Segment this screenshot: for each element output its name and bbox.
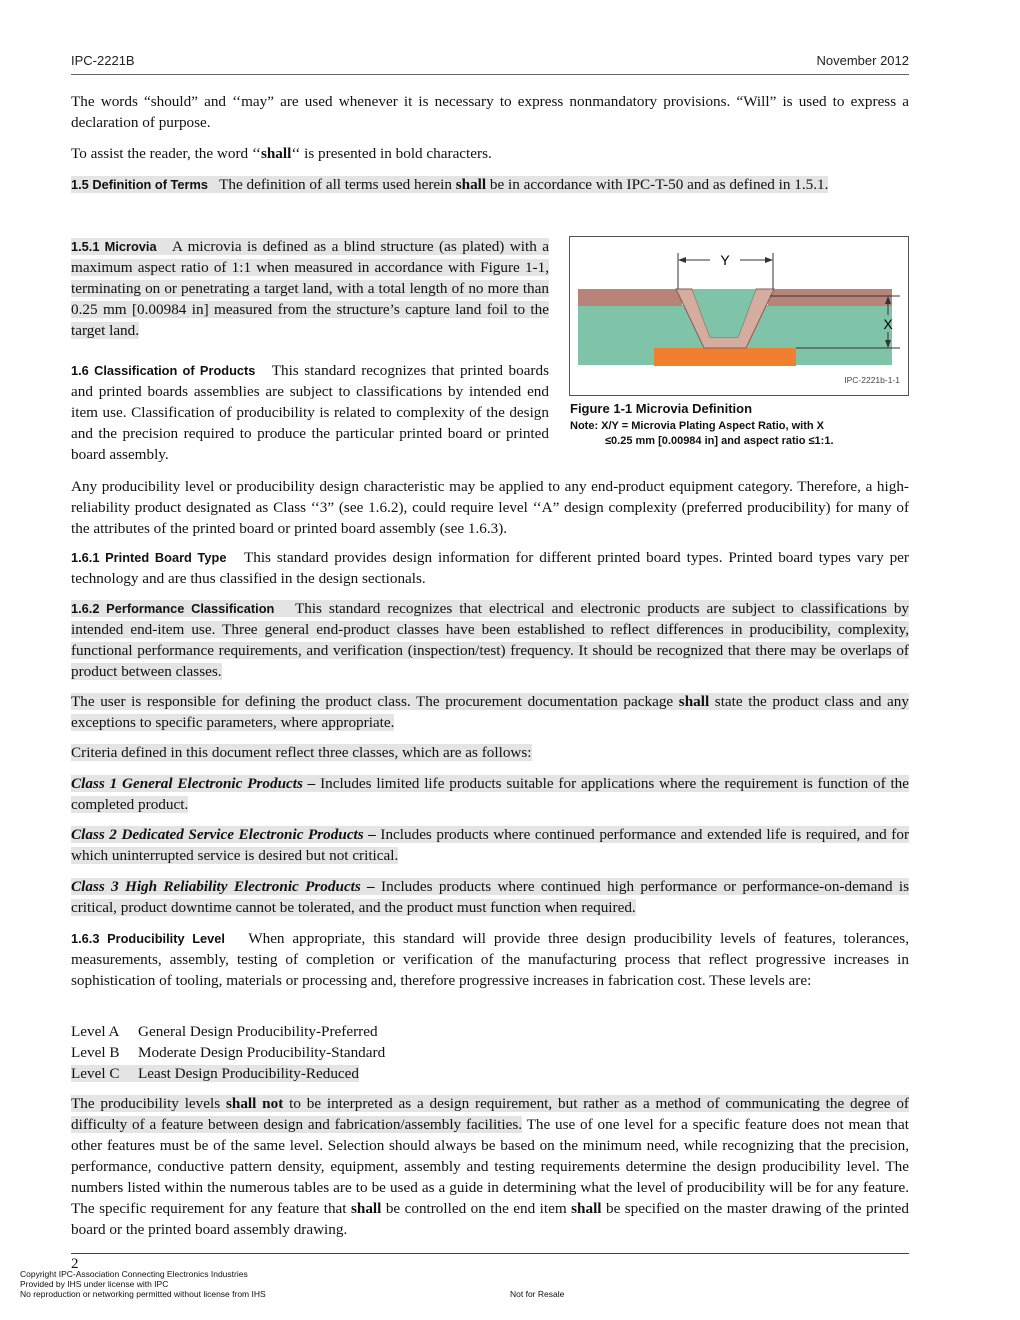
level-item: Level B Moderate Design Producibility-Standard (71, 1044, 386, 1061)
right-capture-land (768, 289, 892, 306)
user-responsibility-paragraph: The user is responsible for defining the product class. The procurement documentation package shall state the product class and any exceptions to specific parameters, where appropriate. (71, 693, 909, 731)
page-number: 2 (71, 1256, 79, 1272)
section-1-5: 1.5 Definition of Terms The definition of all terms used herein shall be in accordance with IPC-T-50 and as defined in 1.5.1. (71, 176, 829, 193)
microvia-figure (569, 236, 909, 396)
y-dimension-label: Y (720, 252, 730, 268)
section-1-6-1: 1.6.1 Printed Board Type This standard provides design information for different printed board types. Printed board types vary per technology and are thus classified in the design sectionals. (71, 549, 909, 587)
header-date: November 2012 (816, 53, 909, 68)
figure-note: Note: X/Y = Microvia Plating Aspect Ratio, with X ≤0.25 mm [0.00984 in] and aspect ratio ≤1:1. (570, 420, 834, 447)
not-for-resale: Not for Resale (510, 1289, 565, 1299)
section-1-6-2: 1.6.2 Performance Classification This standard recognizes that electrical and electronic products are subject to classifications by intended end-item use. Three general end-product classes have been established to reflect differences in producibility, complexity, functional performance requirements, and verification (inspection/test) frequency. It should be recognized that there may be overlaps of product between classes. (71, 600, 910, 680)
criteria-paragraph: Criteria defined in this document reflect three classes, which are as follows: (71, 744, 532, 761)
level-item: Level A General Design Producibility-Preferred (71, 1023, 378, 1040)
section-1-6: 1.6 Classification of Products This standard recognizes that printed boards and printed boards assemblies are subject to classifications by intended end item use. Classification of producibility is related to complexity of the design and the precision required to produce the particular printed board or printed board assembly. (71, 362, 549, 463)
figure-caption: Figure 1-1 Microvia Definition (570, 401, 753, 416)
producibility-paragraph: The producibility levels shall not to be interpreted as a design requirement, but rather as a method of communicating the degree of difficulty of a feature between design and fabrication/assembly facilities. The use of one level for a specific feature does not mean that other features must be of the same level. Selection should always be based on the minimum need, while recognizing that the precision, performance, conductive pattern density, equipment, assembly and testing requirements determine the design producibility level. The numbers listed within the numerous tables are to be used as a guide in determining what the level of producibility will be for any feature. The specific requirement for any feature that shall be controlled on the end item shall be specified on the master drawing of the printed board or the printed board assembly drawing. (71, 1095, 909, 1238)
reproduction-line: No reproduction or networking permitted without license from IHS (20, 1289, 266, 1299)
intro-paragraph: The words “should” and ‘‘may” are used whenever it is necessary to express nonmandatory provisions. “Will” is used to express a declaration of purpose. (71, 93, 909, 131)
copyright-line: Copyright IPC-Association Connecting Electronics Industries (20, 1269, 248, 1279)
section-1-6-3: 1.6.3 Producibility Level When appropriate, this standard will provide three design producibility levels of features, tolerances, measurements, assembly, testing of completion or verification of the manufacturing process that reflect progressive increases in sophistication of tooling, materials or processing and, therefore progressive increases in fabrication cost. These levels are: (71, 930, 910, 989)
level-list (71, 1021, 909, 1084)
class-2-paragraph: Class 2 Dedicated Service Electronic Products – Includes products where continued performance and extended life is required, and for which uninterrupted service is desired but not critical. (71, 826, 910, 864)
section-heading: 1.5.1 Microvia (71, 239, 157, 254)
section-heading: 1.6.3 Producibility Level (71, 931, 225, 946)
class-1-paragraph: Class 1 General Electronic Products – Includes limited life products suitable for applications where the requirement is function of the completed product. (71, 775, 909, 813)
section-heading: 1.5 Definition of Terms (71, 177, 208, 192)
class-3-paragraph: Class 3 High Reliability Electronic Products – Includes products where continued high performance or performance-on-demand is critical, product downtime cannot be tolerated, and the product must function when required. (71, 878, 909, 916)
section-heading: 1.6 Classification of Products (71, 363, 256, 378)
level-item: Level C Least Design Producibility-Reduced (71, 1065, 360, 1082)
bold-note-paragraph: To assist the reader, the word ‘‘shall‘‘ is presented in bold characters. (71, 145, 492, 162)
section-heading: 1.6.2 Performance Classification (71, 601, 275, 616)
header-rule (71, 74, 909, 75)
figure-id: IPC-2221b-1-1 (844, 375, 900, 385)
section-heading: 1.6.1 Printed Board Type (71, 550, 227, 565)
target-land (654, 348, 796, 366)
section-1-5-1: 1.5.1 Microvia A microvia is defined as a blind structure (as plated) with a maximum aspect ratio of 1:1 when measured in accordance with Figure 1-1, terminating on or penetrating a target land, with a total length of no more than 0.25 mm [0.00984 in] measured from the structure’s capture land foil to the target land. (71, 238, 549, 339)
footer-rule (71, 1253, 909, 1254)
left-capture-land (578, 289, 682, 306)
microvia-diagram (570, 237, 908, 395)
license-line: Provided by IHS under license with IPC (20, 1279, 169, 1289)
header-doc-id: IPC-2221B (71, 53, 135, 68)
classification-paragraph: Any producibility level or producibility design characteristic may be applied to any end-product equipment category. Therefore, a high-reliability product designated as Class ‘‘3” (see 1.6.2), could require level ‘‘A” design complexity (preferred producibility) for many of the attributes of the printed board or printed board assembly (see 1.6.3). (71, 478, 909, 537)
x-dimension-label: X (883, 316, 893, 332)
